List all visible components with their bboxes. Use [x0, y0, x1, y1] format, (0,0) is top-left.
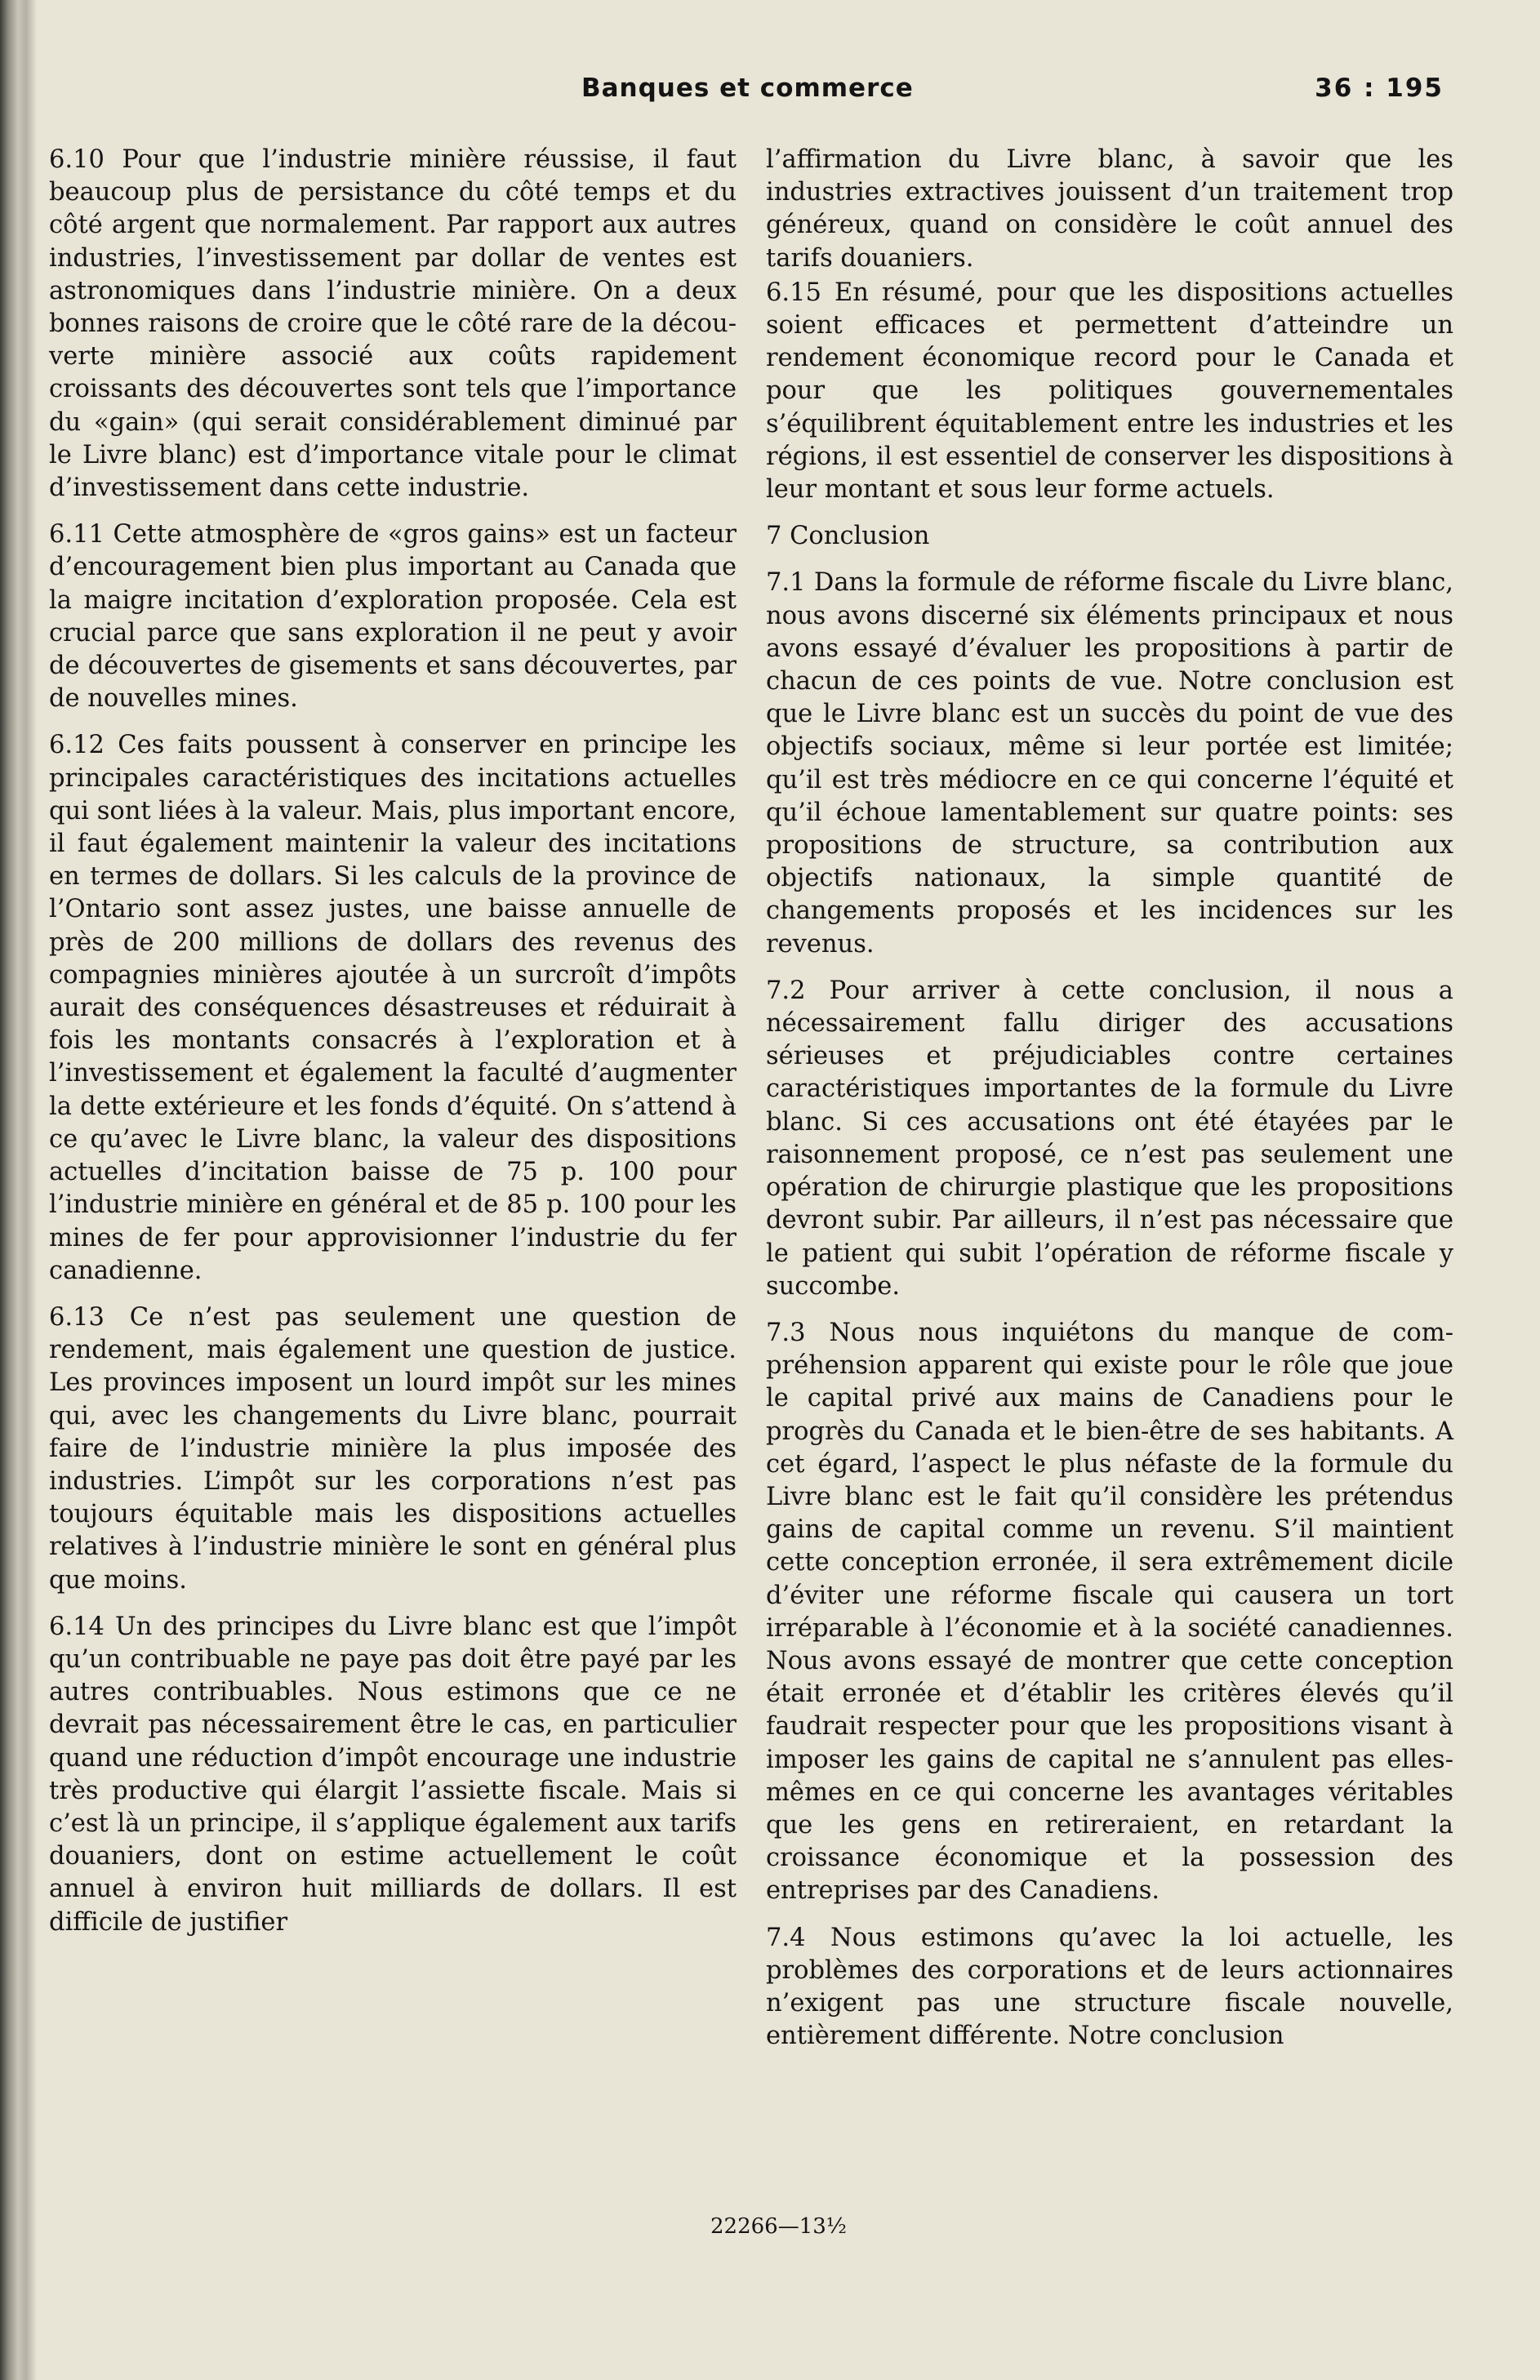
paragraph-6-13: 6.13 Ce n’est pas seulement une question de rendement, mais également une question de justice. Les provinces imposent un lourd impôt sur les mines qui, avec les changements du Livre blanc, pourrait faire de l’industrie minière la plus imposée des industries. L’impôt sur les corporations n’est pas toujours équitable mais les dispositions actuelles relatives à l’industrie minière le sont en général plus que moins. [49, 1302, 737, 1595]
paragraph-6-15: 6.15 En résumé, pour que les dispositions actuelles soient efficaces et permettent d’atteindre un rendement économique record pour le Canada et pour que les politiques gouvernementales s’équilibrent équitablement entre les industries et les régions, il est essentiel de conserver les dispositions à leur montant et sous leur forme actuels. [766, 278, 1453, 505]
section-heading-conclusion: 7 Conclusion [766, 522, 930, 551]
paragraph-7-4: 7.4 Nous estimons qu’avec la loi actuelle, les problèmes des corporations et de leurs actionnaires n’exigent pas une structure fiscale nouvelle, entièrement différente. Notre conclusion [766, 1923, 1453, 2051]
paragraph-6-10: 6.10 Pour que l’industrie minière réussise, il faut beaucoup plus de persistance du côté temps et du côté argent que normalement. Par rapport aux autres industries, l’investissement par dollar de ventes est astronomiques dans l’industrie minière. On a deux bonnes raisons de croire que le côté rare de la découverte minière associé aux coûts rapidement croissants des découvertes sont tels que l’importance du «gain» (qui serait considérablement diminué par le Livre blanc) est d’importance vitale pour le climat d’investissement dans cette industrie. [49, 145, 737, 503]
paragraph-7-2: 7.2 Pour arriver à cette conclusion, il nous a nécessairement fallu diriger des accusations sérieuses et préjudiciables contre certaines caractéristiques importantes de la formule du Livre blanc. Si ces accusations ont été étayées par le raisonnement proposé, ce n’est pas seulement une opération de chirurgie plastique que les propositions devront subir. Par ailleurs, il n’est pas nécessaire que le patient qui subit l’opération de réforme fiscale y succombe. [766, 976, 1453, 1301]
paragraph-7-3: 7.3 Nous nous inquiétons du manque de compréhension apparent qui existe pour le rôle que joue le capital privé aux mains de Canadiens pour le progrès du Canada et le bien-être de ses habitants. A cet égard, l’aspect le plus néfaste de la formule du Livre blanc est le fait qu’il considère les prétendus gains de capital comme un revenu. S’il maintient cette conception erronée, il sera extrêmement dicile d’éviter une réforme fiscale qui causera un tort irréparable à l’économie et à la société canadiennes. Nous avons essayé de montrer que cette conception était erronée et d’établir les critères élevés qu’il faudrait respecter pour que les propositions visant à imposer les gains de capital ne s’annulent pas elles-mêmes en ce qui concerne les avantages véritables que les gens en retireraient, en retardant la croissance économique et la possession des entreprises par des Canadiens. [766, 1318, 1453, 1906]
left-column [49, 144, 737, 1953]
page-footer-reference: 22266—13½ [710, 2214, 847, 2239]
right-column [766, 144, 1453, 2066]
page-header [46, 73, 1444, 114]
page-number: 36 : 195 [1315, 73, 1444, 103]
paragraph-6-14: 6.14 Un des principes du Livre blanc est que l’impôt qu’un contribuable ne paye pas doit être payé par les autres contribuables. Nous estimons que ce ne devrait pas nécessairement être le cas, en particulier quand une réduction d’impôt encourage une industrie très productive qui élargit l’assiette fiscale. Mais si c’est là un principe, il s’applique également aux tarifs douaniers, dont on estime actuellement le coût annuel à environ huit milliards de dollars. Il est difficile de justifier [49, 1612, 737, 1937]
running-title: Banques et commerce [581, 73, 914, 103]
paragraph-6-12: 6.12 Ces faits poussent à conserver en principe les principales caractéristiques des incitations actuelles qui sont liées à la valeur. Mais, plus important encore, il faut également maintenir la valeur des incitations en termes de dollars. Si les calculs de la province de l’Ontario sont assez justes, une baisse annuelle de près de 200 millions de dollars des revenus des compagnies minières ajoutée à un surcroît d’impôts aurait des conséquences désastreuses et réduirait à fois les montants consacrés à l’exploration et à l’investissement et également la faculté d’augmenter la dette extérieure et les fonds d’équité. On s’attend à ce qu’avec le Livre blanc, la valeur des dispositions actuelles d’incitation baisse de 75 p. 100 pour l’industrie minière en général et de 85 p. 100 pour les mines de fer pour approvisionner l’industrie du fer canadienne. [49, 731, 737, 1285]
paragraph-6-14-continued: l’affirmation du Livre blanc, à savoir que les industries extractives jouissent d’un traitement trop généreux, quand on considère le coût annuel des tarifs douaniers. [766, 145, 1453, 273]
book-binding-edge [0, 0, 36, 2380]
paragraph-7-1: 7.1 Dans la formule de réforme fiscale du Livre blanc, nous avons discerné six éléments principaux et nous avons essayé d’évaluer les propositions à partir de chacun de ces points de vue. Notre conclusion est que le Livre blanc est un succès du point de vue des objectifs sociaux, même si leur portée est limitée; qu’il est très médiocre en ce qui concerne l’équité et qu’il échoue lamentablement sur quatre points: ses propositions de structure, sa contribution aux objectifs nationaux, la simple quantité de changements proposés et les incidences sur les revenus. [766, 568, 1453, 959]
paragraph-6-11: 6.11 Cette atmosphère de «gros gains» est un facteur d’encouragement bien plus important au Canada que la maigre incitation d’exploration proposée. Cela est crucial parce que sans exploration il ne peut y avoir de découvertes de gisements et sans découvertes, par de nouvelles mines. [49, 520, 737, 714]
